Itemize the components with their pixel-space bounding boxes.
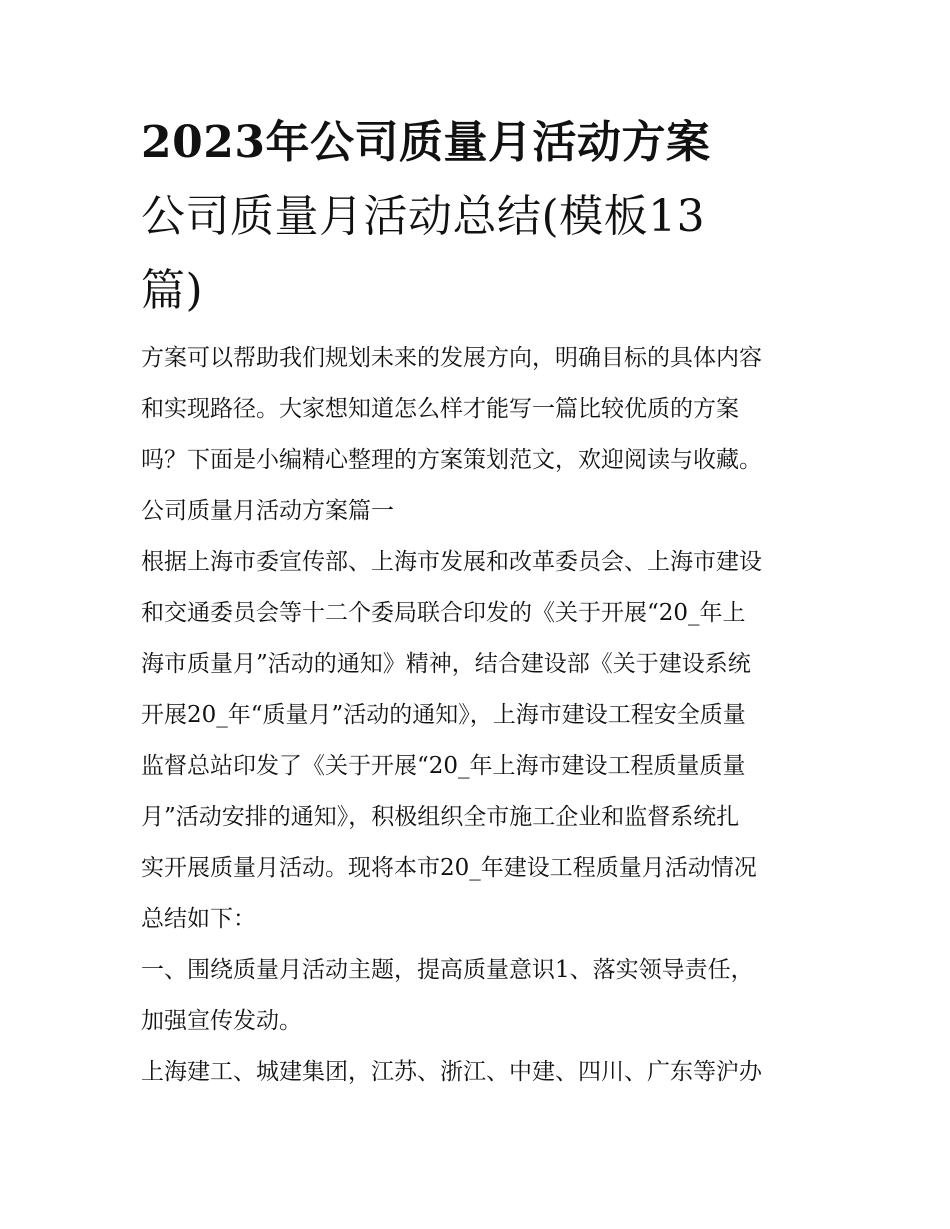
body-line: 和交通委员会等十二个委局联合印发的《关于开展“20_年上 <box>141 600 746 626</box>
body-text <box>141 346 821 1085</box>
body-line: 监督总站印发了《关于开展“20_年上海市建设工程质量质量 <box>141 753 746 779</box>
body-line: 吗？下面是小编精心整理的方案策划范文，欢迎阅读与收藏。 <box>141 447 762 473</box>
body-line: 上海建工、城建集团，江苏、浙江、中建、四川、广东等沪办 <box>141 1059 762 1085</box>
body-line: 海市质量月”活动的通知》精神，结合建设部《关于建设系统 <box>141 651 751 677</box>
body-line: 月”活动安排的通知》，积极组织全市施工企业和监督系统扎 <box>141 804 740 830</box>
body-line: 和实现路径。大家想知道怎么样才能写一篇比较优质的方案 <box>141 396 739 422</box>
body-line: 加强宣传发动。 <box>141 1008 302 1034</box>
document-title <box>141 116 821 318</box>
body-line: 总结如下： <box>141 906 256 932</box>
body-line: 根据上海市委宣传部、上海市发展和改革委员会、上海市建设 <box>141 549 762 575</box>
document-content <box>141 116 821 1111</box>
section-heading: 公司质量月活动方案篇一 <box>141 498 394 524</box>
title-line-1: 2023年公司质量月活动方案 <box>141 117 711 168</box>
title-line-3: 篇) <box>141 265 204 316</box>
title-line-2: 公司质量月活动总结(模板13 <box>141 191 706 242</box>
body-line: 实开展质量月活动。现将本市20_年建设工程质量月活动情况 <box>141 855 757 881</box>
body-line: 一、围绕质量月活动主题，提高质量意识1、落实领导责任， <box>141 957 754 983</box>
body-line: 开展20_年“质量月”活动的通知》，上海市建设工程安全质量 <box>141 702 746 728</box>
body-line: 方案可以帮助我们规划未来的发展方向，明确目标的具体内容 <box>141 345 762 371</box>
